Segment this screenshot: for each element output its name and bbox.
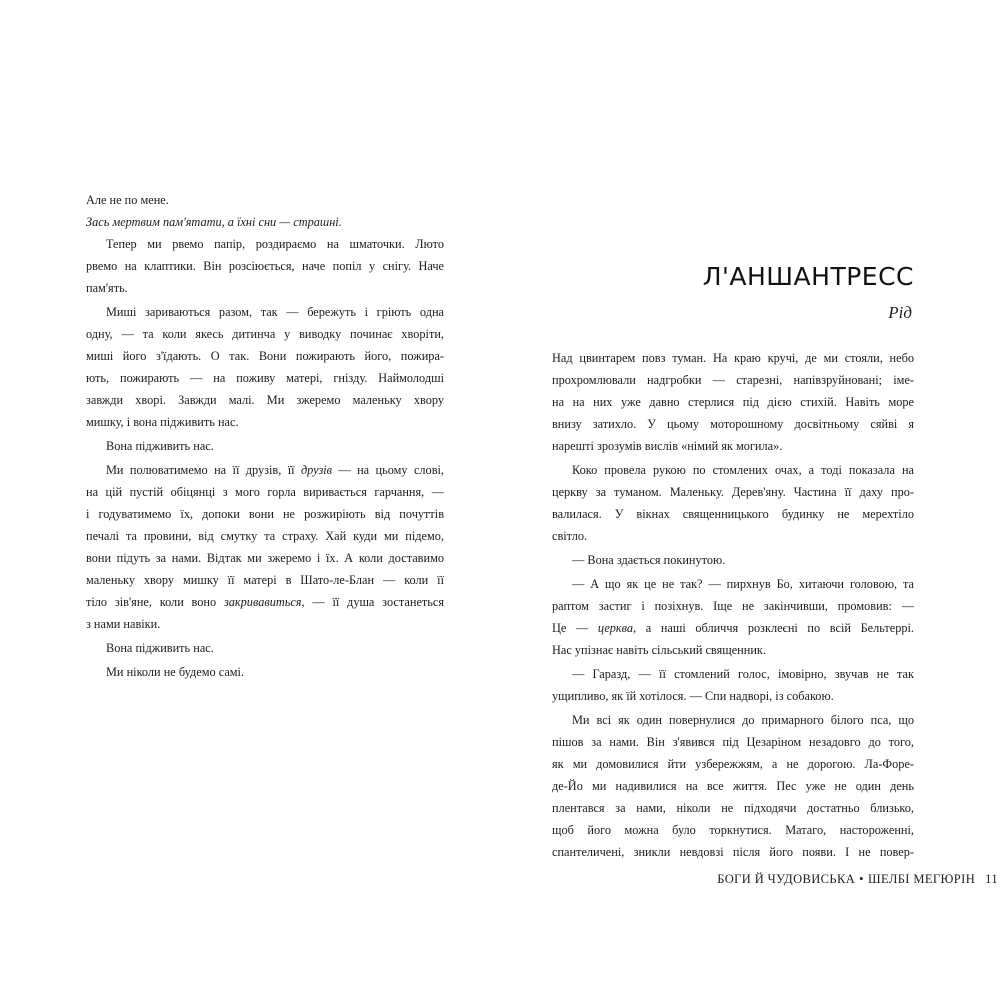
text-line: ють, пожирають — на поживу матері, гнізду. Наймолодші (86, 371, 444, 385)
text-line: плентався за нами, ніколи не підходячи достатньо близько, (552, 801, 914, 815)
text-line: — Вона здається покинутою. (572, 553, 726, 567)
text-line: ущипливо, як їй хотілося. — Спи надворі, із собакою. (552, 689, 834, 703)
text-line: з нами навіки. (86, 617, 161, 631)
text-line: миші його з'їдають. О так. Вони пожирають його, пожира- (86, 349, 444, 363)
text-line: Миші зариваються разом, так — бережуть і гріють одна (106, 305, 444, 319)
text-line: Ми всі як один повернулися до примарного білого пса, що (572, 713, 914, 727)
text-line: рвемо на клаптики. Він розсіюється, наче попіл у снігу. Наче (86, 259, 444, 273)
text-line: Над цвинтарем повз туман. На краю кручі, де ми стояли, небо (552, 351, 914, 365)
text-line: на цій пустій обіцянці з мого горла виривається гарчання, — (86, 485, 444, 499)
text-line: — А що як це не так? — пирхнув Бо, хитаючи головою, та (572, 577, 914, 591)
text-line: Ми ніколи не будемо самі. (106, 665, 245, 679)
text-line: мишку, і вона підживить нас. (86, 415, 239, 429)
page-number: 11 (985, 872, 998, 886)
chapter-title: Л'АНШАНТРЕСС (702, 262, 914, 291)
text-line: прохромлювали надгробки — старезні, напівзруйновані; іме- (552, 373, 914, 387)
text-line: Вона підживить нас. (106, 439, 214, 453)
text-line: валилася. У вікнах священницького будинку не мерехтіло (552, 507, 914, 521)
text-line: печалі та провини, від смутку та страху. Хай куди ми підемо, (86, 529, 444, 543)
text-line: одну, — та коли якесь дитинча у виводку починає хворіти, (86, 327, 444, 341)
separator-bullet: • (859, 872, 864, 886)
text-line: пішов за нами. Він з'явився під Цезаріном незадовго до того, (552, 735, 914, 749)
text-line: Вона підживить нас. (106, 641, 214, 655)
text-line: Коко провела рукою по стомлених очах, а тоді показала на (572, 463, 914, 477)
text-line: завжди хворі. Завжди малі. Ми зжеремо маленьку хвору (86, 393, 444, 407)
text-line: щоб його можна було торкнутися. Матаго, настороженні, (552, 823, 914, 837)
text-line: нарешті зрозумів вислів «німий як могила». (552, 439, 783, 453)
text-line: церкву за туманом. Маленьку. Дерев'яну. Частина її даху про- (552, 485, 914, 499)
text-line: Ми полюватимемо на її друзів, її друзів — на цьому слові, (106, 463, 444, 477)
text-line: на на них уже давно стерлися під дією стихій. Навіть море (552, 395, 914, 409)
text-line: вони підуть за нами. Відтак ми зжеремо і їх. А коли доставимо (86, 551, 444, 565)
text-line: де-Йо ми надивилися на все життя. Пес уже не один день (552, 779, 914, 793)
text-line: внизу затихло. У цьому моторошному досвітньому сяйві я (552, 417, 914, 431)
text-line: Це — церква, а наші обличчя розклеєні по всій Бельтеррі. (552, 621, 914, 635)
text-line: як ми домовилися йти узбережжям, а не дорогою. Ла-Форе- (552, 757, 914, 771)
text-line: спантеличені, зникли невдовзі після його появи. І не повер- (552, 845, 914, 859)
running-footer (717, 872, 998, 887)
text-line: Нас упізнає навіть сільський священник. (552, 643, 766, 657)
book-title: БОГИ Й ЧУДОВИСЬКА (717, 872, 856, 886)
text-line: світло. (552, 529, 588, 543)
text-line: Але не по мене. (86, 193, 169, 207)
chapter-subtitle: Рід (888, 303, 912, 322)
text-line: і годуватимемо їх, допоки вони не розжиріють від почуттів (86, 507, 444, 521)
text-line: пам'ять. (86, 281, 128, 295)
text-line: Тепер ми рвемо папір, роздираємо на шматочки. Люто (106, 237, 444, 251)
text-line: тіло зів'яне, коли воно закривавиться, — її душа зостанеться (86, 595, 444, 609)
text-line: маленьку хвору мишку її матері в Шато-ле-Блан — коли її (86, 573, 444, 587)
text-line: Зась мертвим пам'ятати, а їхні сни — страшні. (86, 215, 342, 229)
author-name: ШЕЛБІ МЕГЮРІН (867, 872, 976, 886)
text-line: раптом застиг і позіхнув. Іще не закінчивши, промовив: — (552, 599, 914, 613)
text-line: — Гаразд, — її стомлений голос, імовірно, звучав не так (572, 667, 914, 681)
